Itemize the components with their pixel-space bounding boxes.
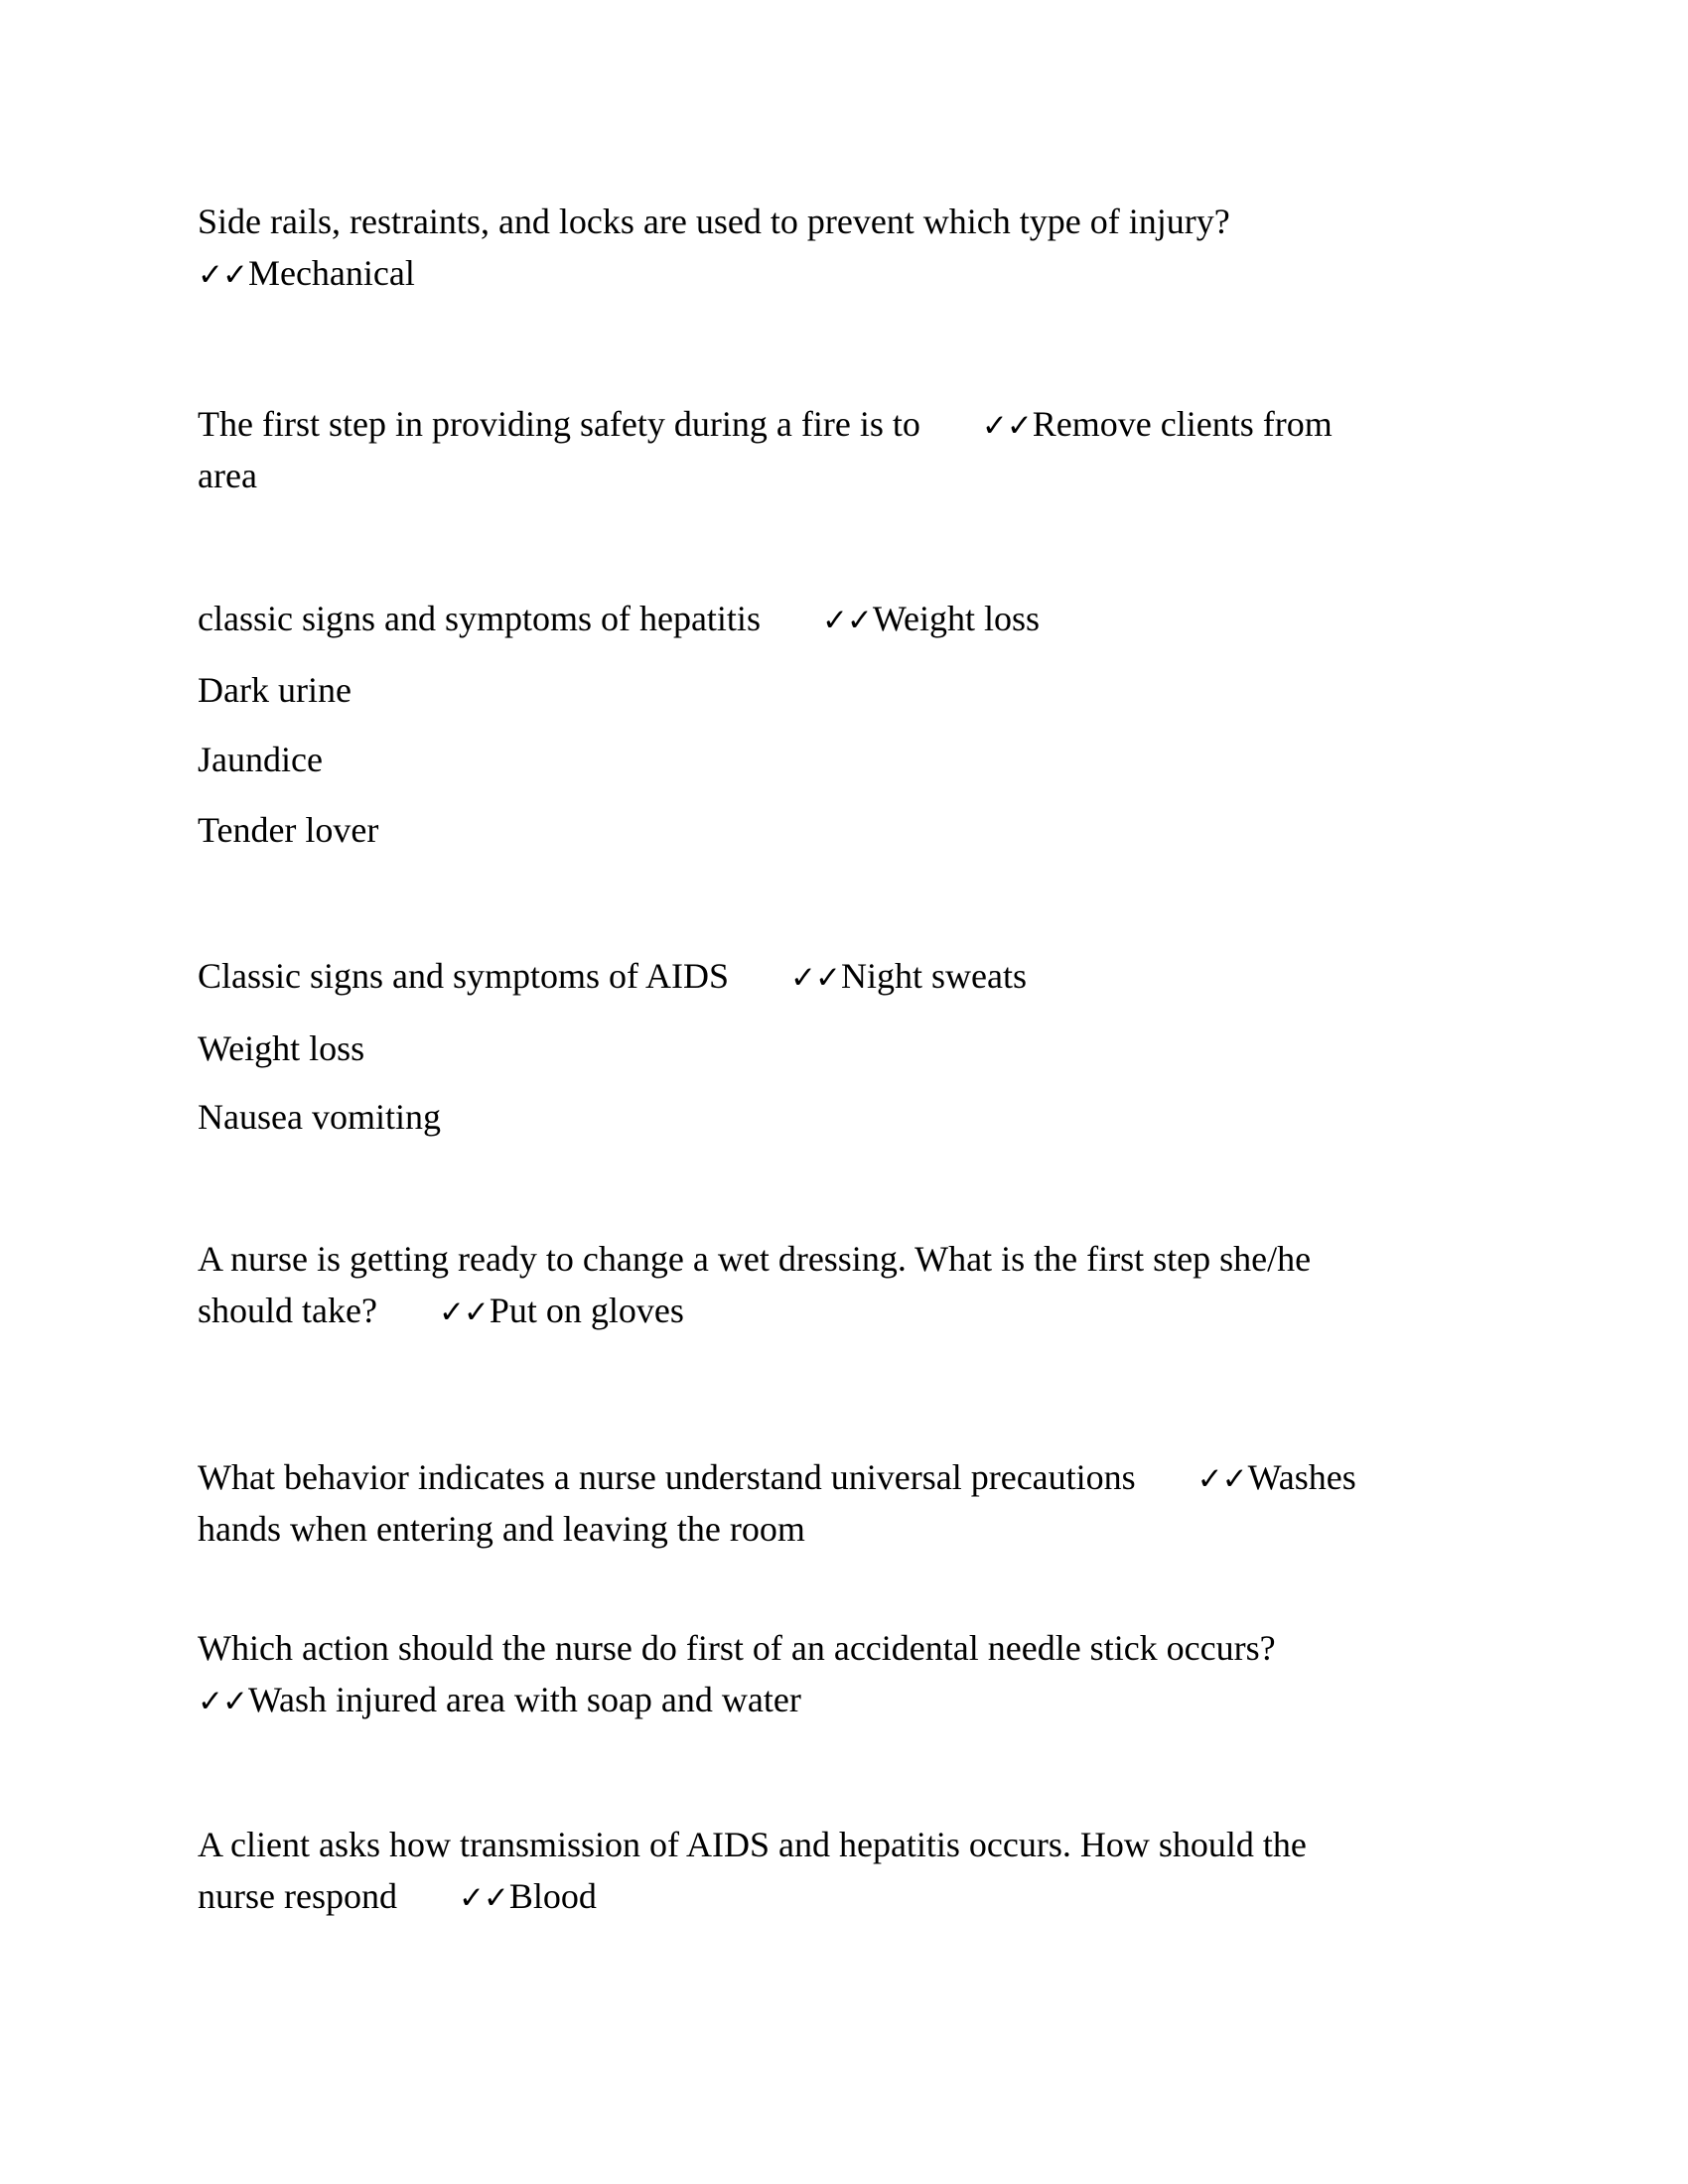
answer-line <box>198 1674 1508 1725</box>
answer-text: Night sweats <box>840 956 1027 996</box>
question-answer-line <box>198 1285 1508 1336</box>
answer-text-continued: area <box>198 456 257 495</box>
answer-extra-line: Nausea vomiting <box>198 1097 441 1137</box>
question-text: Which action should the nurse do first of an accidental needle stick occurs? <box>198 1628 1276 1668</box>
answer-text-continued: hands when entering and leaving the room <box>198 1509 805 1549</box>
answer-text: Mechanical <box>247 253 415 293</box>
answer-text: Remove clients from <box>1032 404 1333 444</box>
qa-item-5 <box>198 1233 1508 1336</box>
qa-item-8 <box>198 1819 1508 1922</box>
question-answer-line <box>198 593 1508 644</box>
question-text: A nurse is getting ready to change a wet dressing. What is the first step she/he <box>198 1239 1312 1279</box>
qa-item-1 <box>198 196 1508 299</box>
double-check-icon: ✓✓ <box>198 257 247 293</box>
question-answer-line <box>198 1451 1508 1503</box>
answer-text: Blood <box>508 1876 597 1916</box>
question-text: A client asks how transmission of AIDS and hepatitis occurs. How should the <box>198 1825 1307 1864</box>
question-answer-line <box>198 1870 1508 1922</box>
question-text: The first step in providing safety during a fire is to <box>198 404 920 444</box>
double-check-icon: ✓✓ <box>198 1684 247 1719</box>
question-answer-line <box>198 398 1508 450</box>
double-check-icon: ✓✓ <box>458 1880 508 1916</box>
question-text-continued: nurse respond <box>198 1876 397 1916</box>
question-text: Side rails, restraints, and locks are used to prevent which type of injury? <box>198 202 1230 241</box>
answer-text: Wash injured area with soap and water <box>247 1680 801 1719</box>
qa-item-6 <box>198 1451 1508 1555</box>
double-check-icon: ✓✓ <box>1196 1461 1247 1497</box>
question-text: What behavior indicates a nurse understand universal precautions <box>198 1457 1136 1497</box>
double-check-icon: ✓✓ <box>790 960 840 996</box>
answer-text: Put on gloves <box>489 1291 684 1330</box>
question-text-continued: should take? <box>198 1291 377 1330</box>
qa-item-7 <box>198 1622 1508 1725</box>
question-text: classic signs and symptoms of hepatitis <box>198 599 761 638</box>
double-check-icon: ✓✓ <box>981 408 1032 444</box>
answer-text: Washes <box>1247 1457 1356 1497</box>
qa-item-2 <box>198 398 1508 501</box>
double-check-icon: ✓✓ <box>821 603 872 638</box>
answer-text: Weight loss <box>872 599 1041 638</box>
answer-line <box>198 247 1508 299</box>
qa-item-3 <box>198 593 1508 644</box>
question-text: Classic signs and symptoms of AIDS <box>198 956 730 996</box>
qa-item-4 <box>198 950 1508 1002</box>
answer-extra-line: Weight loss <box>198 1028 365 1068</box>
answer-extra-line: Tender lover <box>198 810 379 850</box>
answer-extra-line: Dark urine <box>198 670 352 710</box>
answer-extra-line: Jaundice <box>198 740 323 779</box>
question-answer-line <box>198 950 1508 1002</box>
double-check-icon: ✓✓ <box>438 1295 489 1330</box>
